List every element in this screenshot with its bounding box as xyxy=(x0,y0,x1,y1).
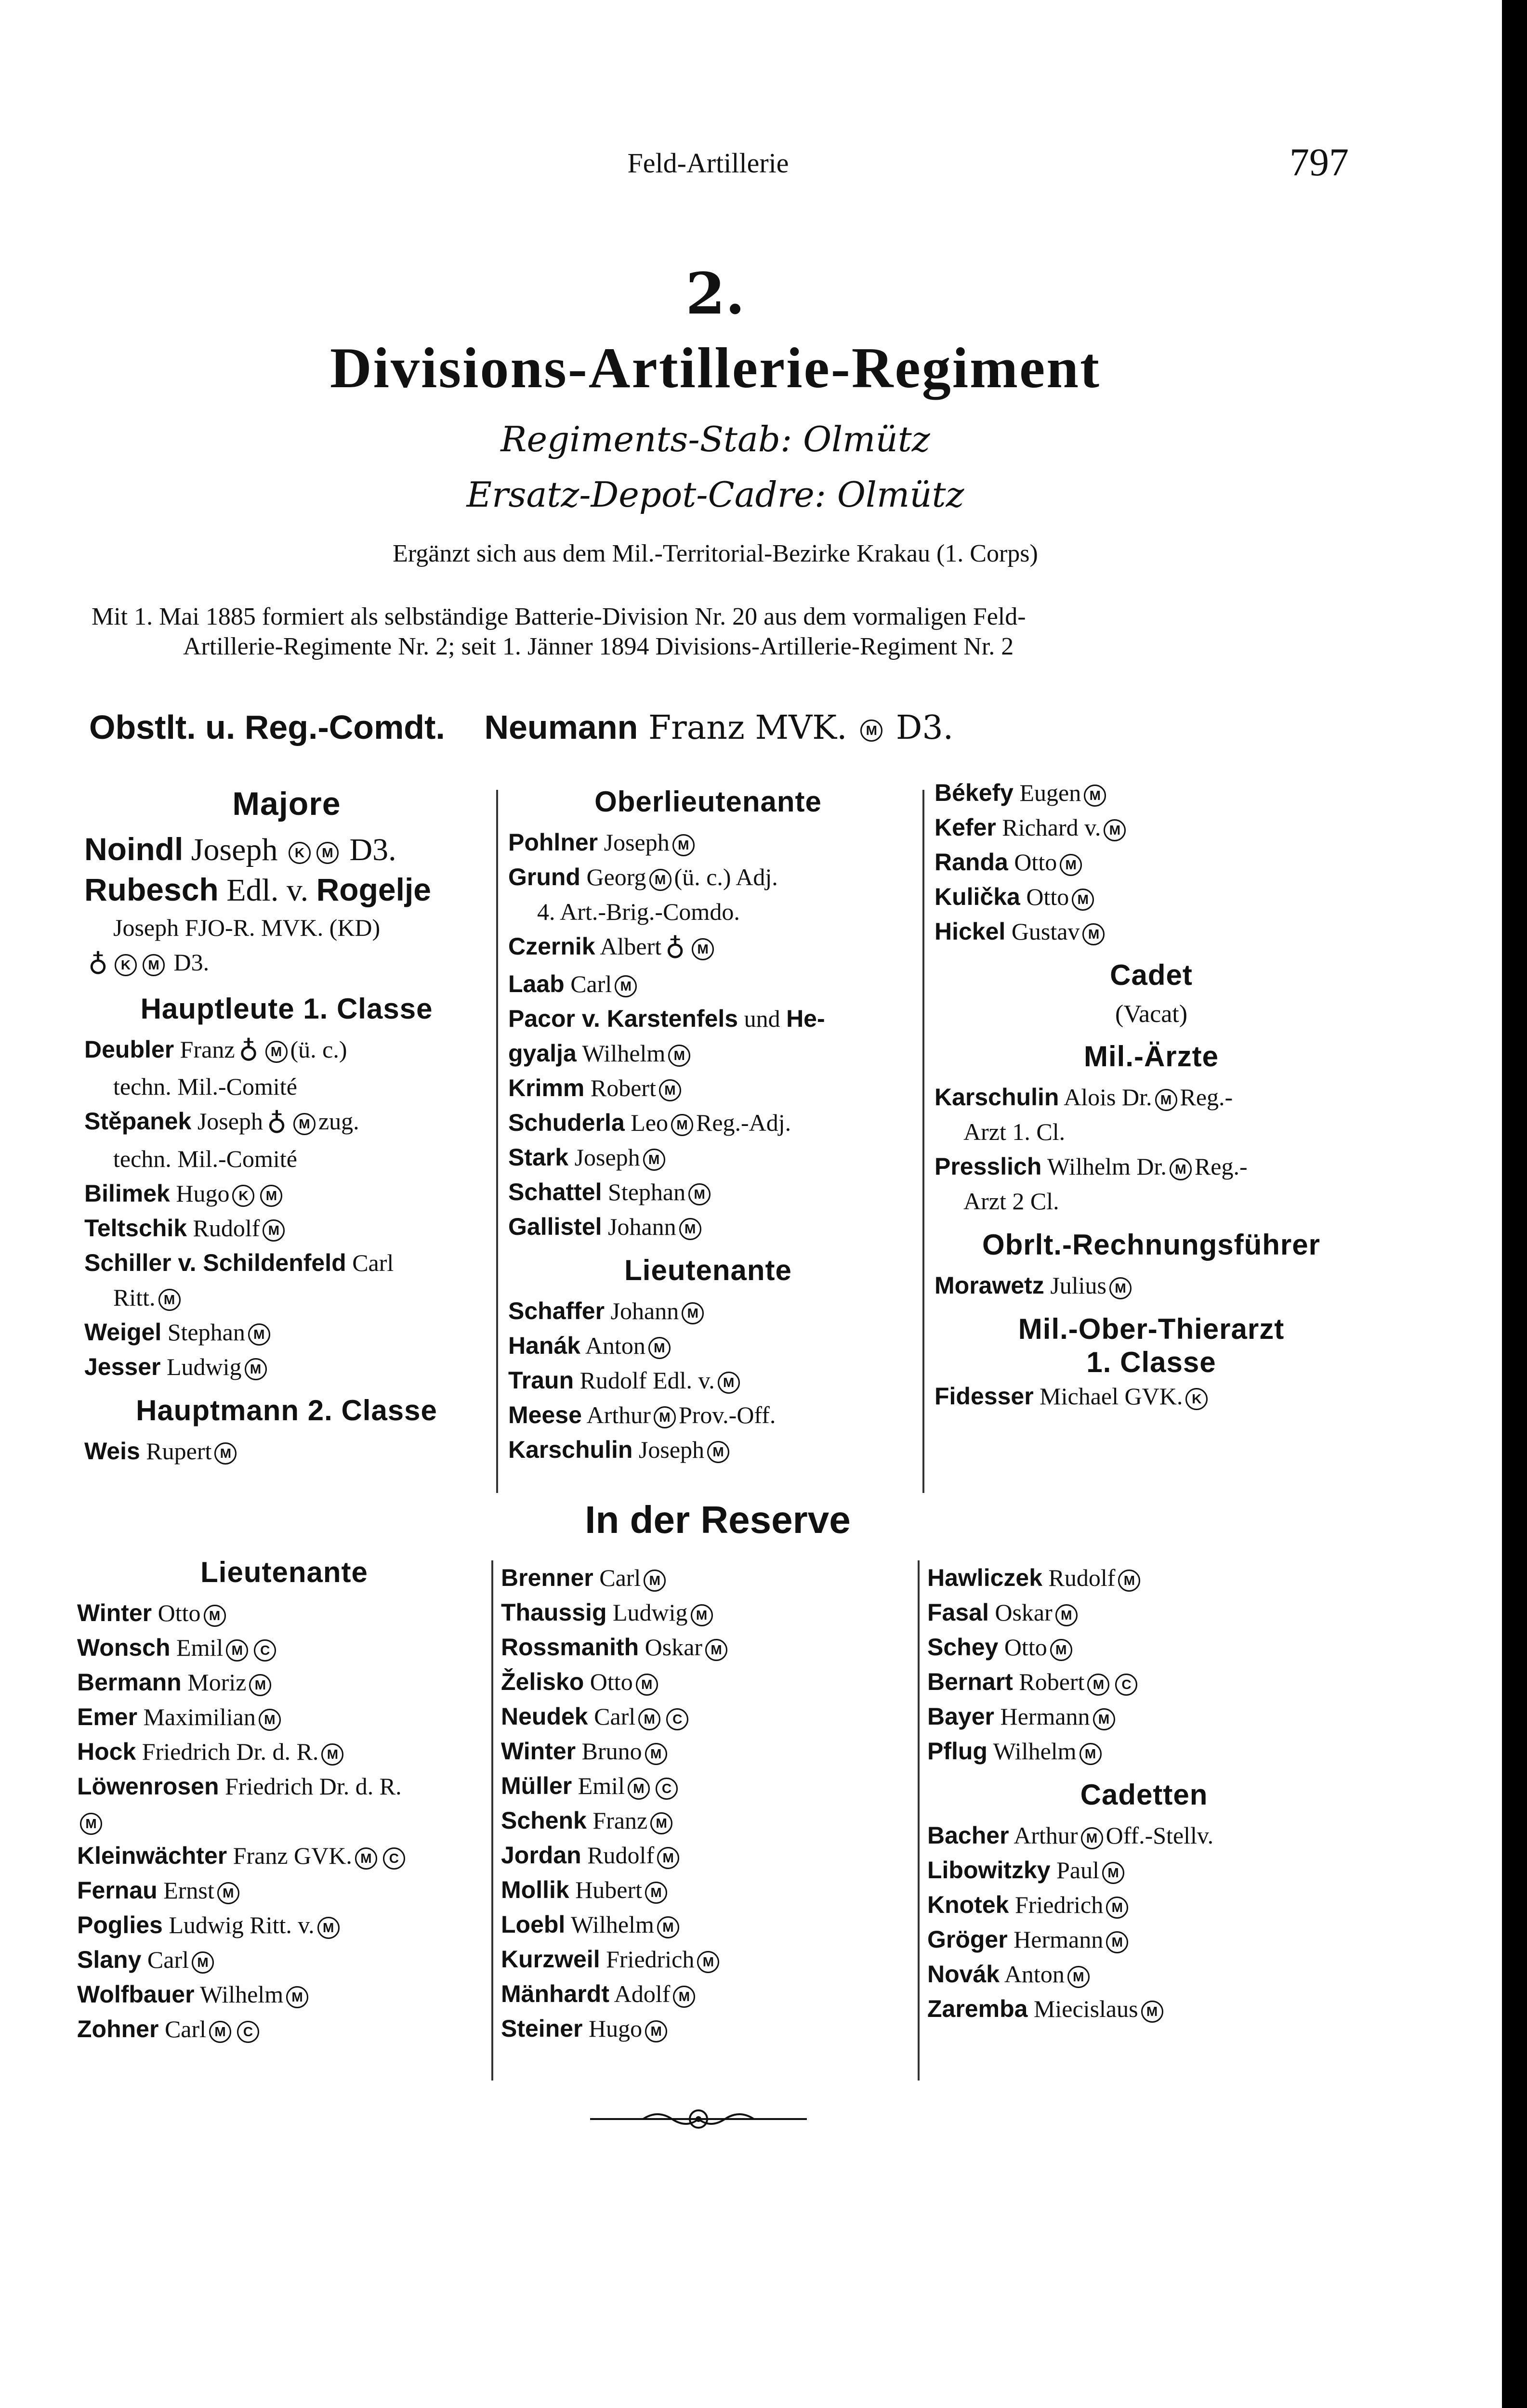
entry-teltschik: Teltschik Rudolf M xyxy=(84,1211,489,1245)
entry-noindl: Noindl Joseph K M D3. xyxy=(84,831,396,867)
rechnung-heading: Obrlt.-Rechnungsführer xyxy=(982,1229,1320,1261)
mark-m-icon: M xyxy=(636,1674,658,1696)
mark-m-icon: M xyxy=(1087,1674,1109,1696)
entry-given-name: Robert xyxy=(1019,1668,1085,1695)
reserve-entry xyxy=(501,1976,906,2011)
mark-m-icon: M xyxy=(80,1813,102,1835)
entry-surname: Thaussig xyxy=(501,1599,607,1626)
reserve-entry xyxy=(927,1699,1361,1734)
commander-rank: Obstlt. u. Reg.-Comdt. xyxy=(89,708,445,746)
mark-k-icon: K xyxy=(232,1185,254,1207)
entry-given-name: Oskar xyxy=(995,1599,1053,1626)
entry-presslich-line2: Arzt 2 Cl. xyxy=(963,1188,1059,1215)
mark-m-icon: M xyxy=(697,1951,719,1973)
entry-deubler: Deubler Franz ♁ M (ü. c.) xyxy=(84,1032,489,1070)
entry-surname: Bayer xyxy=(927,1703,994,1730)
entry-stark: Stark Joseph M xyxy=(508,1140,908,1175)
entry-surname: Novák xyxy=(927,1961,1000,1988)
reserve-entry xyxy=(501,1595,906,1630)
cadet-heading: Cadet xyxy=(1110,959,1193,991)
entry-surname: Rossmanith xyxy=(501,1634,639,1661)
reserve-entry xyxy=(927,1595,1361,1630)
reserve-entry xyxy=(501,2011,906,2046)
thierarzt-heading-2: 1. Classe xyxy=(1086,1346,1216,1378)
reserve-column-1 xyxy=(77,1546,491,2046)
mark-m-icon: M xyxy=(860,720,882,742)
entry-given-name: Carl xyxy=(594,1703,636,1730)
mark-m-icon: M xyxy=(286,1986,308,2008)
entry-bilimek: Bilimek Hugo K M xyxy=(84,1176,489,1211)
order-icon: ♁ xyxy=(665,934,685,964)
commander-line xyxy=(89,708,1342,747)
entry-given-name: Friedrich xyxy=(606,1946,695,1973)
entry-given-name: Otto xyxy=(158,1599,201,1626)
entry-surname: Neudek xyxy=(501,1703,588,1730)
mark-m-icon: M xyxy=(214,1442,237,1465)
entry-schattel: Schattel Stephan M xyxy=(508,1175,908,1209)
reserve-entry xyxy=(501,1768,906,1803)
mark-m-icon: M xyxy=(671,1114,693,1136)
mark-m-icon: M xyxy=(1081,1827,1103,1849)
lieutenante-heading: Lieutenante xyxy=(624,1254,792,1286)
entry-surname: Bernart xyxy=(927,1668,1013,1695)
reserve-entry xyxy=(77,1769,491,1804)
commander-name: Neumann xyxy=(484,708,638,746)
entry-surname: Löwenrosen xyxy=(77,1773,219,1800)
cadetten-heading: Cadetten xyxy=(1080,1779,1208,1811)
mark-m-icon: M xyxy=(316,842,339,864)
entry-weigel: Weigel Stephan M xyxy=(84,1315,489,1349)
history-line-1: Mit 1. Mai 1885 formiert als selbständige Batterie-Division Nr. 20 aus dem vormaligen Feld- xyxy=(92,603,1026,630)
reserve-entry xyxy=(77,1700,491,1734)
mark-m-icon: M xyxy=(645,1743,667,1765)
entry-pacor: Pacor v. Karstenfels und He- xyxy=(508,1005,825,1032)
entry-surname: Mänhardt xyxy=(501,1980,609,2007)
entry-kefer: Kefer Richard v. M xyxy=(935,810,1368,845)
reserve-entry xyxy=(501,1699,906,1734)
thierarzt-heading xyxy=(935,1312,1368,1379)
reserve-entry xyxy=(501,1872,906,1907)
entry-given-name: Emil xyxy=(176,1634,224,1661)
entry-surname: Wolfbauer xyxy=(77,1981,195,2008)
entry-fidesser: Fidesser Michael GVK. K xyxy=(935,1379,1368,1413)
cadetten-list xyxy=(927,1818,1361,2026)
mark-m-icon: M xyxy=(245,1358,267,1380)
entry-surname: Winter xyxy=(501,1738,576,1765)
entry-surname: Libowitzky xyxy=(927,1857,1051,1884)
mark-m-icon: M xyxy=(645,2020,667,2042)
entry-schiller: Schiller v. Schildenfeld Carl xyxy=(84,1249,394,1276)
mark-m-icon: M xyxy=(1170,1158,1192,1180)
entry-given-name: Wilhelm xyxy=(993,1738,1077,1765)
reserve-entry xyxy=(927,1630,1361,1664)
reserve-list-2 xyxy=(501,1560,906,2046)
entry-czernik: Czernik Albert ♁ M xyxy=(508,929,908,967)
entry-pohlner: Pohlner Joseph M xyxy=(508,825,908,860)
mark-m-icon: M xyxy=(1067,1966,1090,1988)
entry-given-name: Adolf xyxy=(614,1980,671,2007)
reserve-list-3 xyxy=(927,1560,1361,1768)
mark-m-icon: M xyxy=(648,1337,671,1359)
entry-rubesch-line3: ♁ K M D3. xyxy=(84,945,489,982)
entry-surname: Schey xyxy=(927,1634,999,1661)
mark-m-icon: M xyxy=(673,1986,695,2008)
entry-krimm: Krimm Robert M xyxy=(508,1071,908,1105)
mark-c-icon: C xyxy=(1115,1674,1137,1696)
mark-c-icon: C xyxy=(666,1708,688,1730)
reserve-entry xyxy=(77,1596,491,1630)
mark-m-icon: M xyxy=(615,975,637,997)
entry-rubesch: Rubesch Edl. v. Rogelje xyxy=(84,872,431,908)
history-line-2: Artillerie-Regimente Nr. 2; seit 1. Jänner 1894 Divisions-Artillerie-Regiment Nr. 2 xyxy=(183,633,1014,660)
mark-m-icon: M xyxy=(204,1605,226,1627)
reserve-entry xyxy=(927,1664,1361,1699)
reserve-entry xyxy=(77,1665,491,1700)
entry-kulicka: Kulička Otto M xyxy=(935,879,1368,914)
entry-gallistel: Gallistel Johann M xyxy=(508,1209,908,1244)
entry-meese: Meese Arthur M Prov.-Off. xyxy=(508,1401,776,1428)
entry-given-name: Hermann xyxy=(1014,1926,1104,1953)
column-divider xyxy=(496,790,498,1493)
reserve-entry xyxy=(77,1942,491,1977)
entry-karschulin-alois-line2: Arzt 1. Cl. xyxy=(963,1118,1066,1145)
mark-m-icon: M xyxy=(1104,819,1126,841)
entry-given-name: Paul xyxy=(1056,1857,1099,1884)
mark-m-icon: M xyxy=(209,2021,231,2043)
mark-m-icon: M xyxy=(259,1709,281,1731)
column-divider xyxy=(918,1560,920,2081)
reserve-entry xyxy=(501,1560,906,1595)
mark-k-icon: K xyxy=(115,954,137,976)
entry-traun: Traun Rudolf Edl. v. M xyxy=(508,1363,908,1398)
entry-surname: Zaremba xyxy=(927,1995,1028,2022)
mark-m-icon: M xyxy=(263,1219,285,1242)
entry-pacor-line2: gyalja Wilhelm M xyxy=(508,1036,908,1071)
entry-surname: Brenner xyxy=(501,1564,593,1591)
entry-surname: Loebl xyxy=(501,1911,566,1938)
entry-given-name: Oskar xyxy=(645,1634,703,1661)
entry-surname: Emer xyxy=(77,1703,138,1730)
entry-note: Off.-Stellv. xyxy=(1106,1822,1214,1849)
mark-m-icon: M xyxy=(705,1639,727,1661)
thierarzt-heading-1: Mil.-Ober-Thierarzt xyxy=(1018,1313,1285,1345)
order-icon: ♁ xyxy=(266,1109,287,1139)
entry-surname: Knotek xyxy=(927,1891,1009,1918)
entry-surname: Hock xyxy=(77,1738,136,1765)
reserve-entry xyxy=(927,1922,1361,1957)
mark-m-icon: M xyxy=(657,1916,679,1938)
mark-m-icon: M xyxy=(1050,1639,1072,1661)
entry-surname: Gröger xyxy=(927,1926,1008,1953)
mark-m-icon: M xyxy=(317,1917,340,1939)
mark-m-icon: M xyxy=(672,834,695,856)
entry-randa: Randa Otto M xyxy=(935,845,1368,879)
entry-given-name: Otto xyxy=(1004,1634,1047,1661)
entry-given-name: Wilhelm xyxy=(570,1911,654,1938)
entry-given-name: Bruno xyxy=(581,1738,642,1765)
mark-c-icon: C xyxy=(237,2021,259,2043)
mark-m-icon: M xyxy=(657,1847,679,1869)
entry-surname: Bacher xyxy=(927,1822,1009,1849)
reserve-entry xyxy=(501,1664,906,1699)
entry-given-name: Friedrich xyxy=(1014,1891,1104,1918)
mark-m-icon: M xyxy=(1055,1604,1078,1626)
entry-given-name: Hugo xyxy=(589,2015,643,2042)
entry-given-name: Hubert xyxy=(575,1876,643,1903)
entry-given-name: Rudolf xyxy=(1048,1564,1116,1591)
mark-m-icon: M xyxy=(226,1639,248,1662)
entry-given-name: Carl xyxy=(147,1946,189,1973)
oberlieutenante-heading: Oberlieutenante xyxy=(594,785,822,818)
mark-m-icon: M xyxy=(654,1406,676,1428)
entry-hickel: Hickel Gustav M xyxy=(935,914,1368,949)
entry-given-name: Franz xyxy=(592,1807,648,1834)
mark-m-icon: M xyxy=(691,1604,713,1626)
entry-surname: Wonsch xyxy=(77,1634,171,1661)
reserve-lieutenante-heading: Lieutenante xyxy=(200,1556,368,1588)
entry-schaffer: Schaffer Johann M xyxy=(508,1294,908,1328)
column-divider xyxy=(922,790,924,1493)
reserve-entry xyxy=(77,1873,491,1908)
mark-m-icon: M xyxy=(293,1113,316,1135)
entry-bekefy: Békefy Eugen M xyxy=(935,775,1368,810)
entry-surname: Hawliczek xyxy=(927,1564,1043,1591)
reserve-entry xyxy=(501,1838,906,1872)
mark-m-icon: M xyxy=(1109,1277,1132,1299)
entry-presslich: Presslich Wilhelm Dr. M Reg.- xyxy=(935,1153,1248,1180)
entry-schiller-line2: Ritt. M xyxy=(84,1280,489,1315)
mark-m-icon: M xyxy=(692,938,714,960)
entry-karschulin-joseph: Karschulin Joseph M xyxy=(508,1432,908,1467)
mark-m-icon: M xyxy=(718,1372,740,1394)
entry-surname: Müller xyxy=(501,1772,572,1799)
mark-m-icon: M xyxy=(1093,1708,1115,1730)
cadet-vacat: (Vacat) xyxy=(1115,1000,1188,1028)
ornament-divider xyxy=(590,2105,807,2133)
mark-m-icon: M xyxy=(682,1302,704,1324)
reserve-column-3 xyxy=(927,1560,1361,2026)
mark-m-icon: M xyxy=(1141,2001,1163,2023)
scan-edge xyxy=(1502,0,1527,2408)
mark-m-icon: M xyxy=(688,1183,711,1205)
reserve-heading: In der Reserve xyxy=(585,1498,851,1541)
entry-given-name: Ludwig Ritt. v. xyxy=(169,1911,315,1938)
entry-given-name: Otto xyxy=(590,1668,633,1695)
mark-m-icon: M xyxy=(1079,1743,1102,1765)
column-officers-2 xyxy=(508,775,908,1467)
entry-surname: Jordan xyxy=(501,1842,581,1869)
entry-surname: Kleinwächter xyxy=(77,1842,227,1869)
reserve-entry xyxy=(927,1818,1361,1853)
entry-surname: Winter xyxy=(77,1599,152,1626)
entry-given-name: Carl xyxy=(599,1564,641,1591)
column-divider xyxy=(491,1560,493,2081)
entry-surname: Bermann xyxy=(77,1669,182,1696)
mark-m-icon: M xyxy=(1060,854,1082,876)
hauptleute1-heading: Hauptleute 1. Classe xyxy=(140,992,433,1025)
entry-given-name: Moriz xyxy=(187,1669,247,1696)
mark-m-icon: M xyxy=(321,1743,343,1766)
mark-m-icon: M xyxy=(659,1079,681,1101)
entry-surname: Steiner xyxy=(501,2015,583,2042)
commander-suffix: D3. xyxy=(895,709,954,747)
entry-surname: Zohner xyxy=(77,2015,159,2042)
mark-k-icon: K xyxy=(1185,1388,1208,1410)
mark-m-icon: M xyxy=(668,1045,690,1067)
mark-m-icon: M xyxy=(645,1882,667,1904)
entry-surname: Želisko xyxy=(501,1668,584,1695)
entry-given-name: Rudolf xyxy=(587,1842,655,1869)
mark-m-icon: M xyxy=(217,1882,239,1904)
mark-m-icon: M xyxy=(628,1778,650,1800)
entry-stepanek: Stěpanek Joseph ♁ M zug. xyxy=(84,1104,489,1141)
mark-m-icon: M xyxy=(1118,1570,1140,1592)
entry-given-name: Carl xyxy=(164,2015,207,2042)
mark-m-icon: M xyxy=(638,1708,660,1730)
entry-surname: Poglies xyxy=(77,1911,163,1938)
mark-m-icon: M xyxy=(143,954,165,976)
entry-given-name: Anton xyxy=(1004,1961,1065,1988)
mark-m-icon: M xyxy=(249,1674,271,1696)
reserve-entry xyxy=(927,1853,1361,1887)
reserve-entry xyxy=(501,1630,906,1664)
entry-morawetz: Morawetz Julius M xyxy=(935,1268,1368,1303)
reserve-entry xyxy=(77,1838,491,1873)
entry-karschulin-alois: Karschulin Alois Dr. M Reg.- xyxy=(935,1084,1233,1111)
mark-m-icon: M xyxy=(355,1847,377,1870)
entry-given-name: Ernst xyxy=(163,1877,214,1904)
reserve-entry xyxy=(501,1907,906,1942)
reserve-entry xyxy=(77,1908,491,1942)
recruitment-district: Ergänzt sich aus dem Mil.-Territorial-Bezirke Krakau (1. Corps) xyxy=(393,540,1038,567)
reserve-entry xyxy=(77,1734,491,1769)
page-number: 797 xyxy=(1290,140,1349,184)
entry-surname: Kurzweil xyxy=(501,1946,600,1973)
reserve-entry xyxy=(501,1803,906,1838)
mark-m-icon: M xyxy=(1106,1931,1128,1953)
reserve-entry xyxy=(927,1957,1361,1991)
entry-stepanek-line2: techn. Mil.-Comité xyxy=(113,1145,297,1172)
mark-m-icon: M xyxy=(1072,889,1094,911)
entry-surname: Mollik xyxy=(501,1876,569,1903)
order-icon: ♁ xyxy=(88,950,108,980)
entry-given-name: Ludwig xyxy=(612,1599,688,1626)
majore-heading: Majore xyxy=(232,785,341,822)
mark-m-icon: M xyxy=(248,1323,270,1346)
mark-m-icon: M xyxy=(1106,1897,1128,1919)
entry-jesser: Jesser Ludwig M xyxy=(84,1349,489,1384)
reserve-entry xyxy=(77,1977,491,2012)
regiment-staff: Regiments-Stab: Olmütz xyxy=(500,419,930,459)
mark-m-icon: M xyxy=(644,1570,666,1592)
reserve-entry xyxy=(927,1560,1361,1595)
mark-c-icon: C xyxy=(383,1847,405,1870)
mark-k-icon: K xyxy=(289,842,311,864)
entry-surname: Pflug xyxy=(927,1738,987,1765)
entry-grund-line2: 4. Art.-Brig.-Comdo. xyxy=(537,898,740,925)
entry-laab: Laab Carl M xyxy=(508,967,908,1001)
mark-m-icon: M xyxy=(650,1812,672,1834)
entry-weis: Weis Rupert M xyxy=(84,1434,489,1468)
entry-surname: Slany xyxy=(77,1946,142,1973)
aerzte-heading: Mil.-Ärzte xyxy=(1084,1040,1219,1073)
mark-m-icon: M xyxy=(707,1441,729,1463)
mark-c-icon: C xyxy=(656,1778,678,1800)
mark-m-icon: M xyxy=(158,1289,181,1311)
reserve-entry xyxy=(927,1734,1361,1768)
reserve-entry xyxy=(501,1942,906,1976)
commander-given: Franz MVK. xyxy=(648,709,847,747)
mark-c-icon: C xyxy=(254,1639,276,1662)
mark-m-icon: M xyxy=(649,869,671,891)
mark-m-icon: M xyxy=(1155,1089,1177,1111)
entry-given-name: Arthur xyxy=(1014,1822,1078,1849)
order-icon: ♁ xyxy=(238,1037,259,1067)
entry-schuderla: Schuderla Leo M Reg.-Adj. xyxy=(508,1109,791,1136)
reserve-entry xyxy=(77,1630,491,1665)
reserve-entry xyxy=(927,1887,1361,1922)
column-officers-1 xyxy=(84,775,489,1468)
hauptmann2-heading: Hauptmann 2. Classe xyxy=(136,1394,437,1426)
entry-given-name: Emil xyxy=(578,1772,625,1799)
running-title: Feld-Artillerie xyxy=(627,147,789,179)
mark-m-icon: M xyxy=(1084,785,1106,807)
entry-given-name: Miecislaus xyxy=(1033,1995,1138,2022)
mark-m-icon: M xyxy=(643,1149,665,1171)
entry-hanak: Hanák Anton M xyxy=(508,1328,908,1363)
entry-given-name: Friedrich Dr. d. R. xyxy=(142,1738,319,1765)
entry-given-name: Maximilian xyxy=(143,1703,256,1730)
entry-grund: Grund Georg M (ü. c.) Adj. xyxy=(508,864,778,890)
entry-given-name: Friedrich Dr. d. R. xyxy=(224,1773,402,1800)
reserve-column-2 xyxy=(501,1560,906,2046)
reserve-entry xyxy=(927,1991,1361,2026)
entry-surname: Fernau xyxy=(77,1877,158,1904)
entry-surname: Fasal xyxy=(927,1599,989,1626)
regiment-history xyxy=(92,602,1426,662)
regiment-title: Divisions-Artillerie-Regiment xyxy=(330,336,1101,400)
reserve-entry xyxy=(501,1734,906,1768)
depot-cadre: Ersatz-Depot-Cadre: Olmütz xyxy=(466,474,964,515)
entry-surname: Schenk xyxy=(501,1807,587,1834)
entry-deubler-line2: techn. Mil.-Comité xyxy=(113,1073,297,1100)
mark-m-icon: M xyxy=(1082,923,1105,945)
reserve-entry xyxy=(77,1804,491,1838)
column-officers-3 xyxy=(935,775,1368,1413)
mark-m-icon: M xyxy=(260,1185,282,1207)
regiment-number: 2. xyxy=(685,260,745,327)
mark-m-icon: M xyxy=(679,1218,701,1240)
reserve-entry xyxy=(77,2012,491,2046)
entry-given-name: Wilhelm xyxy=(200,1981,284,2008)
reserve-list-1 xyxy=(77,1596,491,2046)
entry-given-name: Franz GVK. xyxy=(233,1842,352,1869)
mark-m-icon: M xyxy=(265,1041,288,1063)
mark-m-icon: M xyxy=(192,1951,214,1974)
entry-rubesch-line2: Joseph FJO-R. MVK. (KD) xyxy=(113,914,381,941)
entry-given-name: Hermann xyxy=(1000,1703,1090,1730)
mark-m-icon: M xyxy=(1102,1862,1124,1884)
